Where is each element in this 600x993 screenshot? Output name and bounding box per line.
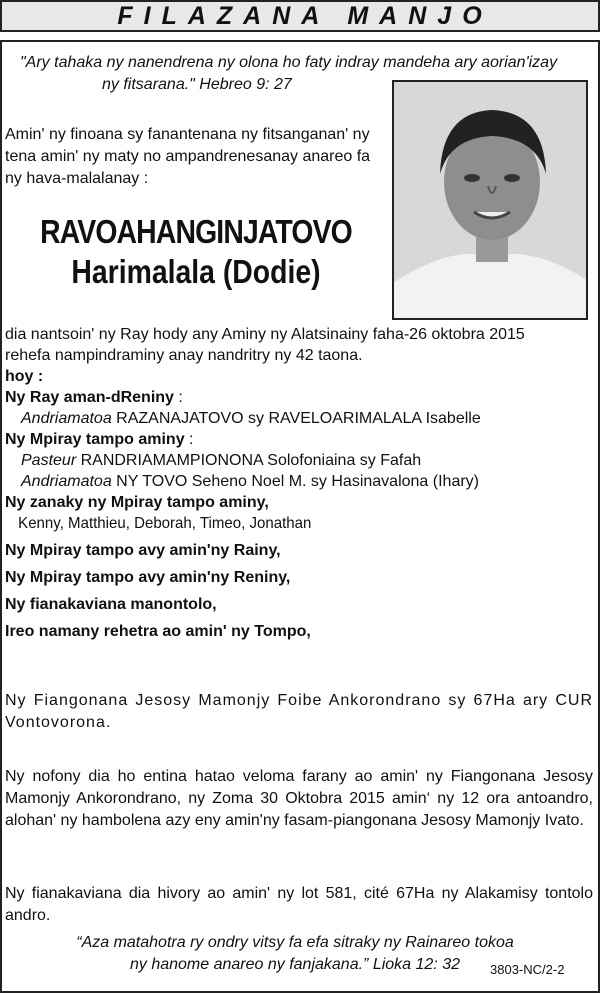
father-siblings: Ny Mpiray tampo avy amin'ny Rainy, (5, 542, 281, 559)
page-title: FILAZANA MANJO (117, 2, 493, 30)
intro-line3: ny hava-malalanay : (5, 170, 149, 187)
parents-heading (5, 387, 595, 408)
family-list (5, 324, 595, 642)
opening-quote-line2: ny fitsarana." Hebreo 9: 27 (102, 76, 292, 93)
announcement-line2: rehefa nampindraminy anay nandritry ny 42 taona. (5, 347, 363, 364)
closing-quote-line1: “Aza matahotra ry ondry vitsy fa efa sitraky ny Rainareo tokoa (76, 934, 514, 951)
hoy-label: hoy : (5, 368, 44, 385)
parents-entry (5, 408, 595, 429)
parents-sep: : (173, 389, 183, 406)
intro-text (5, 124, 389, 190)
opening-quote-line1: "Ary tahaka ny nanendrena ny olona ho faty indray mandeha ary aorian'izay (20, 54, 558, 71)
sibling2-title: Andriamatoa (21, 473, 112, 490)
sibling1-title: Pasteur (21, 452, 77, 469)
sibling2-names: NY TOVO Seheno Noel M. sy Hasinavalona (Ihary) (111, 473, 479, 490)
deceased-given-name: Harimalala (Dodie) (71, 253, 321, 290)
siblings-heading (5, 429, 595, 450)
parents-title: Andriamatoa (21, 410, 112, 427)
deceased-photo (392, 80, 588, 320)
deceased-surname: RAVOAHANGINJATOVO (40, 213, 352, 250)
extended-family: Ny fianakaviana manontolo, (5, 596, 217, 613)
siblings-sep: : (184, 431, 194, 448)
church-paragraph: Ny Fiangonana Jesosy Mamonjy Foibe Ankorondrano sy 67Ha ary CUR Vontovorona. (5, 692, 593, 731)
mother-siblings: Ny Mpiray tampo avy amin'ny Reniny, (5, 569, 291, 586)
closing-quote (60, 932, 530, 976)
intro-line1: Amin' ny finoana sy fanantenana ny fitsanganan' ny (5, 126, 370, 143)
closing-quote-line2: ny hanome anareo ny fanjakana.” Lioka 12: 32 (129, 956, 460, 973)
sibling1-entry (5, 450, 595, 471)
family-gathering-paragraph: Ny fianakaviana dia hivory ao amin' ny lot 581, cité 67Ha ny Alakamisy tontolo andro. (5, 885, 593, 924)
reference-code: 3803-NC/2-2 (490, 962, 565, 977)
parents-label: Ny Ray aman-dReniny (5, 389, 174, 406)
parents-names: RAZANAJATOVO sy RAVELOARIMALALA Isabelle (111, 410, 481, 427)
nephews-label: Ny zanaky ny Mpiray tampo aminy, (5, 494, 269, 511)
siblings-label: Ny Mpiray tampo aminy (5, 431, 185, 448)
all-friends: Ireo namany rehetra ao amin' ny Tompo, (5, 623, 311, 640)
intro-line2: tena amin' ny maty no ampandrenesanay anareo fa (5, 148, 371, 165)
funeral-paragraph: Ny nofony dia ho entina hatao veloma farany ao amin' ny Fiangonana Jesosy Mamonjy Ankorondrano, ny Zoma 30 Oktobra 2015 amin‘ ny 12 ora antoandro, alohan' ny hambolena azy eny amin'ny fasam-piangonana Jesosy Mamonjy Ivato. (5, 768, 593, 829)
portrait-image (394, 82, 588, 320)
announcement-line1: dia nantsoin' ny Ray hody any Aminy ny Alatsinainy faha-26 oktobra 2015 (5, 326, 525, 343)
sibling2-entry (5, 471, 595, 492)
header-banner (0, 0, 600, 32)
nephews-names: Kenny, Matthieu, Deborah, Timeo, Jonathan (18, 515, 312, 532)
sibling1-names: RANDRIAMAMPIONONA Solofoniaina sy Fafah (76, 452, 422, 469)
